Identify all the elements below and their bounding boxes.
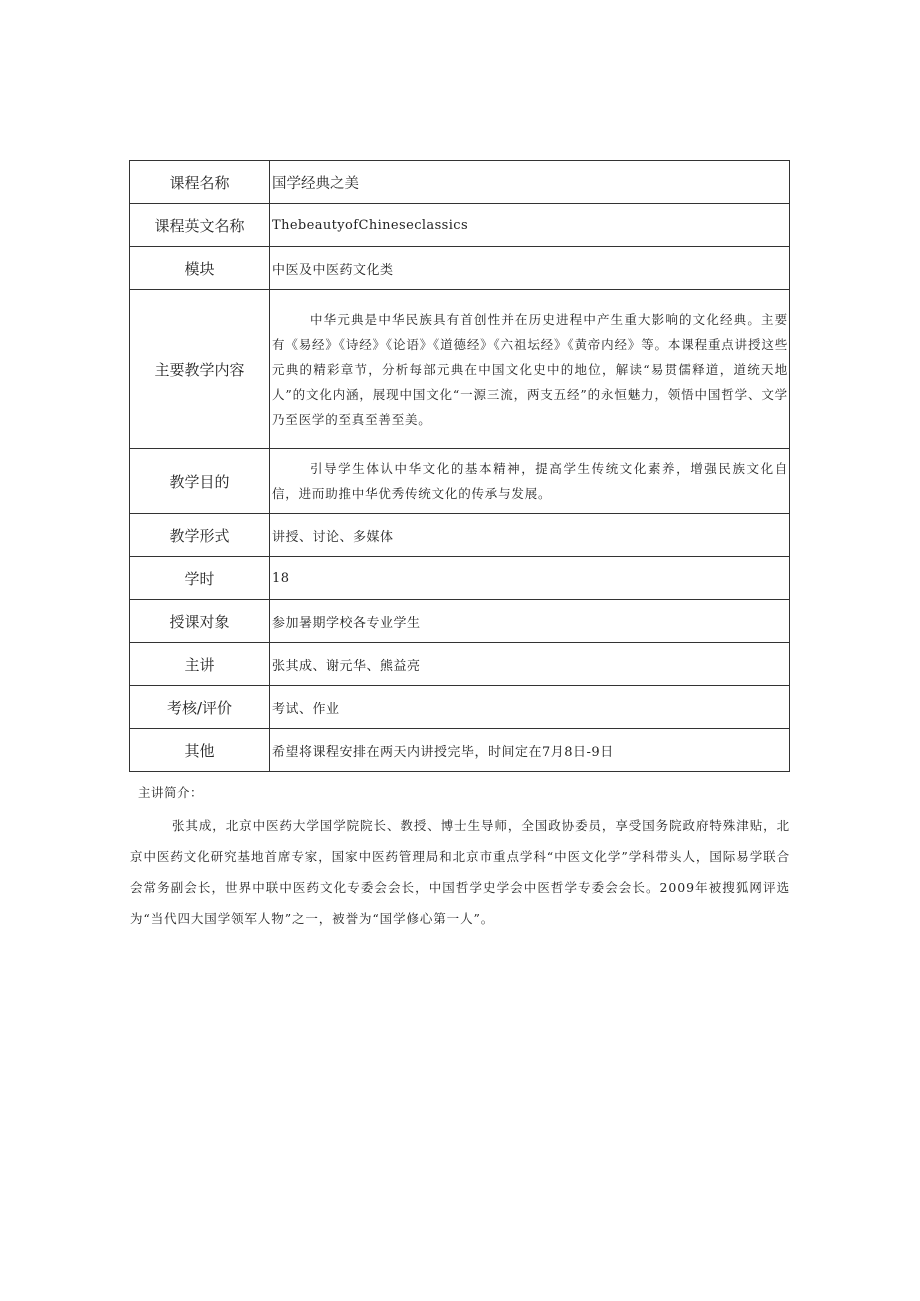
target-audience-value: 参加暑期学校各专业学生 [270,600,790,643]
table-row-module [130,247,790,290]
lecturer-intro-body: 张其成，北京中医药大学国学院院长、教授、博士生导师，全国政协委员，享受国务院政府特殊津贴，北京中医药文化研究基地首席专家，国家中医药管理局和北京市重点学科“中医文化学”学科带头人，国际易学联合会常务副会长，世界中联中医药文化专委会会长，中国哲学史学会中医哲学专委会会长。2009年被搜狐网评选为“当代四大国学领军人物”之一，被誉为“国学修心第一人”。 [130,818,790,926]
lecturer-intro-heading: 主讲简介： [138,785,204,800]
other-value: 希望将课程安排在两天内讲授完毕，时间定在7月8日-9日 [270,729,790,772]
lecturers-value: 张其成、谢元华、熊益亮 [270,643,790,686]
course-name-label: 课程名称 [130,161,270,204]
table-row-teaching-goal [130,449,790,514]
lecturers-label: 主讲 [130,643,270,686]
target-audience-label: 授课对象 [130,600,270,643]
class-hours-label: 学时 [130,557,270,600]
module-label: 模块 [130,247,270,290]
class-hours-value: 18 [270,557,790,600]
teaching-goal-label: 教学目的 [130,449,270,514]
english-name-value: ThebeautyofChineseclassics [270,204,790,247]
main-content-value: 中华元典是中华民族具有首创性并在历史进程中产生重大影响的文化经典。主要有《易经》《诗经》《论语》《道德经》《六祖坛经》《黄帝内经》等。本课程重点讲授这些元典的精彩章节，分析每部元典在中国文化史中的地位，解读“易贯儒释道，道统天地人”的文化内涵，展现中国文化“一源三流，两支五经”的永恒魅力，领悟中国哲学、文学乃至医学的至真至善至美。 [270,290,790,449]
table-row-lecturers [130,643,790,686]
main-content-label: 主要教学内容 [130,290,270,449]
table-row-other [130,729,790,772]
table-row-course-name [130,161,790,204]
course-info-table [129,160,790,772]
table-row-assessment [130,686,790,729]
teaching-form-value: 讲授、讨论、多媒体 [270,514,790,557]
teaching-goal-value: 引导学生体认中华文化的基本精神，提高学生传统文化素养，增强民族文化自信，进而助推中华优秀传统文化的传承与发展。 [270,449,790,514]
course-name-value: 国学经典之美 [270,161,790,204]
other-label: 其他 [130,729,270,772]
table-row-main-content [130,290,790,449]
table-row-english-name [130,204,790,247]
table-row-target-audience [130,600,790,643]
table-row-class-hours [130,557,790,600]
table-row-teaching-form [130,514,790,557]
assessment-value: 考试、作业 [270,686,790,729]
teaching-form-label: 教学形式 [130,514,270,557]
assessment-label: 考核/评价 [130,686,270,729]
english-name-label: 课程英文名称 [130,204,270,247]
module-value: 中医及中医药文化类 [270,247,790,290]
